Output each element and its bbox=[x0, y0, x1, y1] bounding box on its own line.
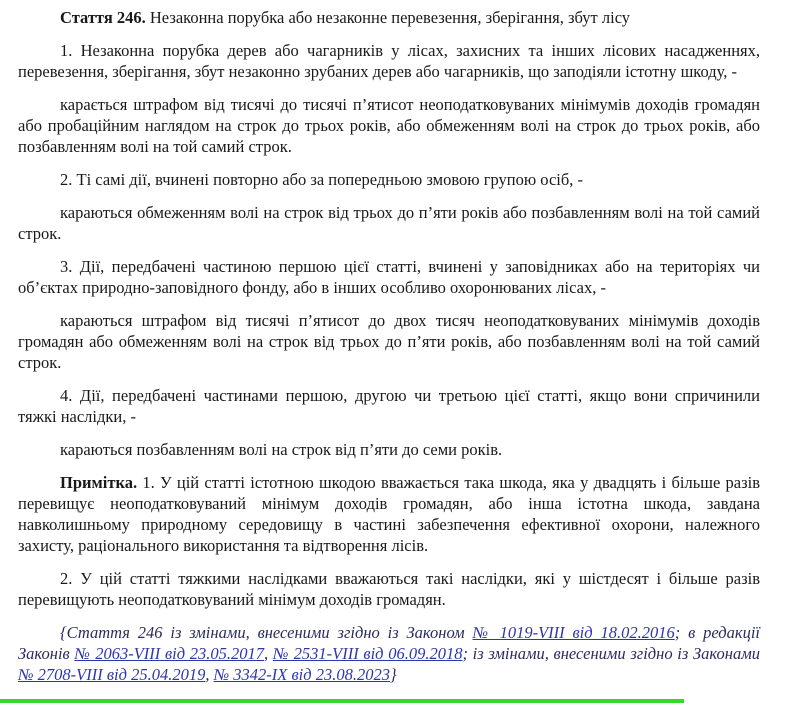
article-title-text: Незаконна порубка або незаконне перевезення, зберігання, збут лісу bbox=[145, 8, 631, 27]
note-part-1 bbox=[18, 472, 760, 556]
article-part-4: 4. Дії, передбачені частинами першою, другою чи третьою цієї статті, якщо вони спричинили тяжкі наслідки, - bbox=[18, 386, 760, 426]
note-part-2: 2. У цій статті тяжкими наслідками вважаються такі наслідки, які у шістдесят і більше разів перевищують неоподатковуваний мінімум доходів громадян. bbox=[18, 569, 760, 609]
article-title bbox=[18, 7, 760, 28]
sanction-part-3: караються штрафом від тисячі п’ятисот до двох тисяч неоподатковуваних мінімумів доходів громадян або обмеженням волі на строк від трьох до п’яти років, або позбавленням волі на той самий строк. bbox=[18, 311, 760, 372]
sanction-part-4: караються позбавленням волі на строк від п’яти до семи років. bbox=[60, 440, 503, 459]
law-link[interactable]: № 1019-VIII від 18.02.2016 bbox=[472, 623, 675, 642]
amendments-plain-text: , bbox=[205, 665, 214, 684]
amendments-plain-text: ; із змінами, внесеними згідно із Законами bbox=[462, 644, 760, 663]
amendments-plain-text: , bbox=[264, 644, 273, 663]
amendments-note-segments bbox=[18, 623, 760, 684]
law-link[interactable]: № 2531-VIII від 06.09.2018 bbox=[272, 644, 463, 663]
amendments-plain-text: {Стаття 246 із змінами, внесеними згідно із Законом bbox=[60, 623, 473, 642]
article-part-2: 2. Ті самі дії, вчинені повторно або за попередньою змовою групою осіб, - bbox=[60, 170, 583, 189]
note-part-1-text: 1. У цій статті істотною шкодою вважається така шкода, яка у двадцять і більше разів перевищує неоподатковуваний мінімум доходів громадян, або інша істотна шкода, завдана навколишньому природному середовищу в частині забезпечення ефективної охорони, належного захисту, раціонального використання та відтворення лісів. bbox=[18, 473, 760, 555]
amendments-plain-text: ; в редакції Законів bbox=[18, 623, 760, 663]
amendments-note bbox=[18, 622, 760, 685]
law-link[interactable]: № 3342-IX від 23.08.2023 bbox=[213, 665, 390, 684]
law-link[interactable]: № 2708-VIII від 25.04.2019 bbox=[18, 665, 206, 684]
sanction-part-2: караються обмеженням волі на строк від трьох до п’яти років або позбавленням волі на той самий строк. bbox=[18, 203, 760, 243]
sanction-part-1: карається штрафом від тисячі до тисячі п’ятисот неоподатковуваних мінімумів доходів громадян або пробаційним наглядом на строк до трьох років, або обмеженням волі на строк до трьох років, або позбавленням волі на той самий строк. bbox=[18, 95, 760, 156]
highlight-bar bbox=[0, 699, 684, 703]
article-part-1: 1. Незаконна порубка дерев або чагарників у лісах, захисних та інших лісових насадженнях, перевезення, зберігання, збут незаконно зрубаних дерев або чагарників, що заподіяли істотну шкоду, - bbox=[18, 41, 760, 81]
article-part-3: 3. Дії, передбачені частиною першою цієї статті, вчинені у заповідниках або на територіях чи об’єктах природно-заповідного фонду, або в інших особливо охоронюваних лісах, - bbox=[18, 257, 760, 297]
article-number: Стаття 246. bbox=[60, 8, 146, 27]
note-label: Примітка. bbox=[60, 473, 138, 492]
amendments-plain-text: } bbox=[389, 665, 397, 684]
law-link[interactable]: № 2063-VIII від 23.05.2017 bbox=[74, 644, 265, 663]
